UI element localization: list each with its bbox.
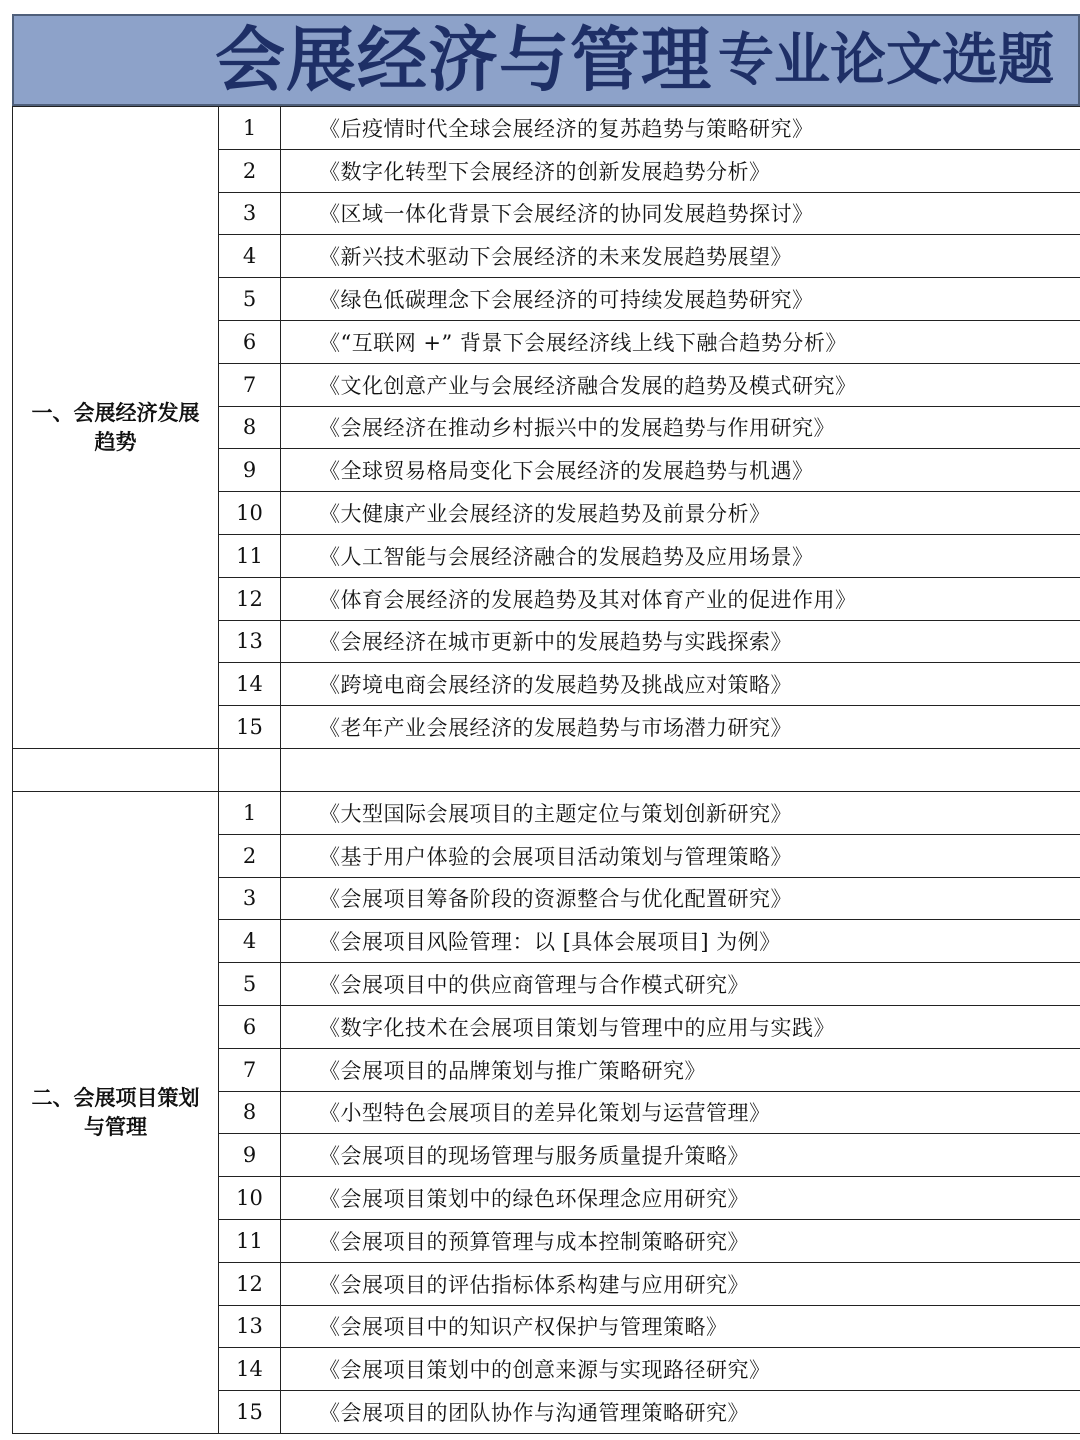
page-title-sub: 专业论文选题 (718, 27, 1054, 93)
topic-number: 2 (219, 834, 281, 877)
topic-title: 《会展项目风险管理：以 [具体会展项目] 为例》 (281, 920, 1080, 963)
topic-title: 《数字化技术在会展项目策划与管理中的应用与实践》 (281, 1005, 1080, 1048)
page-title-main: 会展经济与管理 (215, 18, 712, 101)
topic-title: 《新兴技术驱动下会展经济的未来发展趋势展望》 (281, 235, 1080, 278)
topic-number: 13 (219, 1305, 281, 1348)
topic-number: 5 (219, 963, 281, 1006)
topic-number: 1 (219, 791, 281, 834)
topic-number: 7 (219, 363, 281, 406)
topic-number: 3 (219, 192, 281, 235)
topic-title: 《会展项目策划中的绿色环保理念应用研究》 (281, 1177, 1080, 1220)
topic-table (12, 106, 1080, 1434)
empty-cell (13, 748, 219, 791)
topic-number: 11 (219, 534, 281, 577)
topic-title: 《会展项目策划中的创意来源与实现路径研究》 (281, 1348, 1080, 1391)
topic-title: 《会展项目的团队协作与沟通管理策略研究》 (281, 1391, 1080, 1434)
topic-number: 2 (219, 149, 281, 192)
topic-number: 6 (219, 1005, 281, 1048)
topic-number: 4 (219, 235, 281, 278)
topic-number: 15 (219, 706, 281, 749)
topic-table-body (13, 107, 1080, 1434)
topic-title: 《大型国际会展项目的主题定位与策划创新研究》 (281, 791, 1080, 834)
topic-number: 10 (219, 492, 281, 535)
topic-title: 《会展项目中的供应商管理与合作模式研究》 (281, 963, 1080, 1006)
topic-number: 8 (219, 406, 281, 449)
topic-title: 《数字化转型下会展经济的创新发展趋势分析》 (281, 149, 1080, 192)
topic-number: 6 (219, 320, 281, 363)
topic-number: 10 (219, 1177, 281, 1220)
table-row (13, 107, 1080, 150)
table-row (13, 791, 1080, 834)
topic-number: 12 (219, 577, 281, 620)
topic-number: 13 (219, 620, 281, 663)
topic-number: 7 (219, 1048, 281, 1091)
topic-title: 《会展经济在推动乡村振兴中的发展趋势与作用研究》 (281, 406, 1080, 449)
topic-sheet (12, 14, 1080, 1440)
empty-cell (281, 748, 1080, 791)
topic-title: 《“互联网 +” 背景下会展经济线上线下融合趋势分析》 (281, 320, 1080, 363)
topic-title: 《老年产业会展经济的发展趋势与市场潜力研究》 (281, 706, 1080, 749)
topic-title: 《人工智能与会展经济融合的发展趋势及应用场景》 (281, 534, 1080, 577)
topic-number: 1 (219, 107, 281, 150)
topic-title: 《会展经济在城市更新中的发展趋势与实践探索》 (281, 620, 1080, 663)
topic-title: 《文化创意产业与会展经济融合发展的趋势及模式研究》 (281, 363, 1080, 406)
topic-number: 14 (219, 663, 281, 706)
topic-number: 8 (219, 1091, 281, 1134)
topic-title: 《跨境电商会展经济的发展趋势及挑战应对策略》 (281, 663, 1080, 706)
topic-title: 《区域一体化背景下会展经济的协同发展趋势探讨》 (281, 192, 1080, 235)
spacer-row (13, 748, 1080, 791)
topic-title: 《会展项目筹备阶段的资源整合与优化配置研究》 (281, 877, 1080, 920)
topic-number: 12 (219, 1262, 281, 1305)
topic-title: 《小型特色会展项目的差异化策划与运营管理》 (281, 1091, 1080, 1134)
topic-title: 《基于用户体验的会展项目活动策划与管理策略》 (281, 834, 1080, 877)
topic-number: 15 (219, 1391, 281, 1434)
topic-title: 《会展项目的品牌策划与推广策略研究》 (281, 1048, 1080, 1091)
title-banner (12, 14, 1080, 106)
topic-title: 《会展项目的预算管理与成本控制策略研究》 (281, 1219, 1080, 1262)
section-category: 一、会展经济发展趋势 (13, 107, 219, 749)
topic-number: 4 (219, 920, 281, 963)
topic-title: 《会展项目的评估指标体系构建与应用研究》 (281, 1262, 1080, 1305)
topic-title: 《全球贸易格局变化下会展经济的发展趋势与机遇》 (281, 449, 1080, 492)
topic-number: 5 (219, 278, 281, 321)
topic-title: 《体育会展经济的发展趋势及其对体育产业的促进作用》 (281, 577, 1080, 620)
topic-number: 9 (219, 1134, 281, 1177)
topic-title: 《会展项目中的知识产权保护与管理策略》 (281, 1305, 1080, 1348)
topic-title: 《后疫情时代全球会展经济的复苏趋势与策略研究》 (281, 107, 1080, 150)
topic-title: 《会展项目的现场管理与服务质量提升策略》 (281, 1134, 1080, 1177)
topic-number: 14 (219, 1348, 281, 1391)
section-category: 二、会展项目策划与管理 (13, 791, 219, 1433)
empty-cell (219, 748, 281, 791)
topic-title: 《大健康产业会展经济的发展趋势及前景分析》 (281, 492, 1080, 535)
topic-number: 11 (219, 1219, 281, 1262)
topic-title: 《绿色低碳理念下会展经济的可持续发展趋势研究》 (281, 278, 1080, 321)
topic-number: 9 (219, 449, 281, 492)
topic-number: 3 (219, 877, 281, 920)
